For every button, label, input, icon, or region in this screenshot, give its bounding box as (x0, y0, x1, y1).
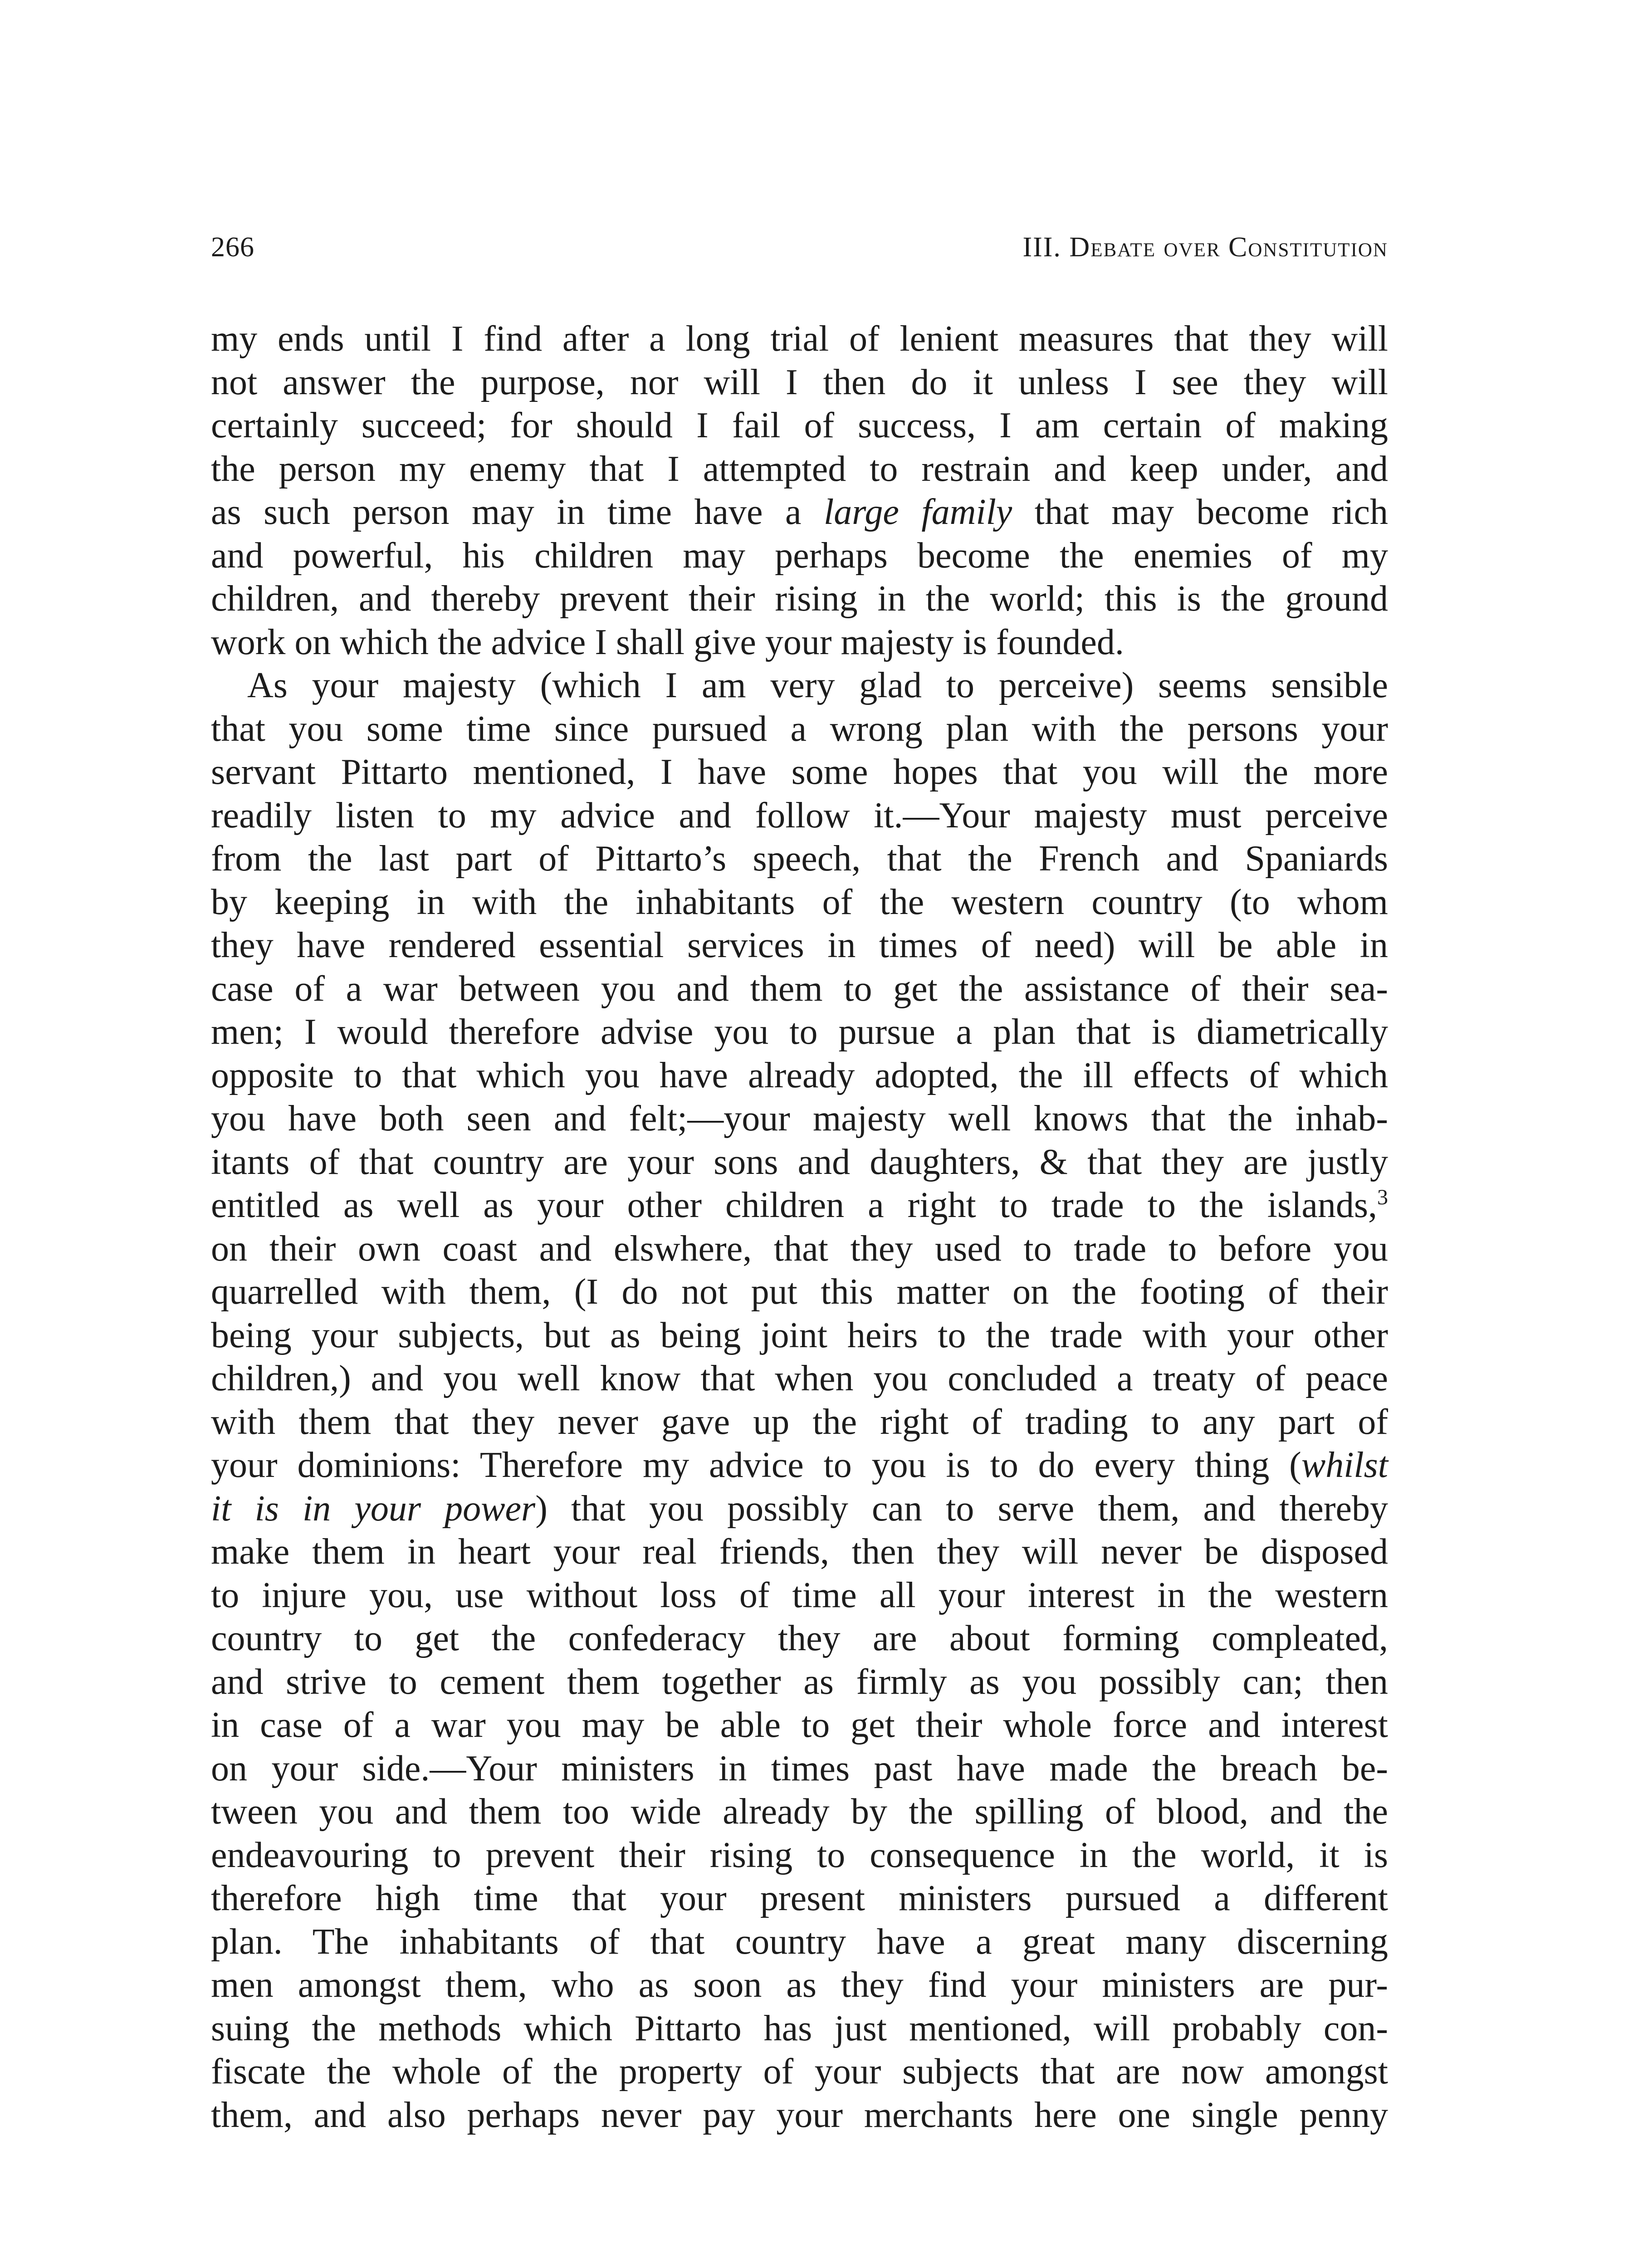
footnote-marker: 3 (1377, 1185, 1388, 1209)
text-line (211, 1921, 1388, 1964)
text-segment: entitled as well as your other children a right to trade to the islands, (211, 1185, 1377, 1225)
text-line (211, 2094, 1388, 2137)
page-number: 266 (211, 232, 254, 263)
text-line (211, 318, 1388, 361)
text-segment: with them that they never gave up the right of trading to any part of (211, 1402, 1388, 1442)
text-line (211, 534, 1388, 578)
text-line (211, 1011, 1388, 1054)
text-line (211, 1574, 1388, 1618)
text-segment: fiscate the whole of the property of your subjects that are now amongst (211, 2052, 1388, 2092)
text-segment: your dominions: Therefore my advice to you is to do every thing ( (211, 1445, 1301, 1485)
text-segment: suing the methods which Pittarto has just mentioned, will probably con- (211, 2008, 1388, 2048)
text-segment: them, and also perhaps never pay your merchants here one single penny (211, 2095, 1388, 2135)
text-segment: not answer the purpose, nor will I then do it unless I see they will (211, 362, 1388, 402)
text-segment: tween you and them too wide already by the spilling of blood, and the (211, 1792, 1388, 1832)
text-line (211, 1964, 1388, 2007)
text-line (211, 1530, 1388, 1574)
text-line (211, 1877, 1388, 1921)
text-line (211, 1834, 1388, 1877)
text-line (211, 1487, 1388, 1531)
text-line (211, 924, 1388, 968)
text-segment: the person my enemy that I attempted to restrain and keep under, and (211, 449, 1388, 489)
text-segment: children, and thereby prevent their rising in the world; this is the ground (211, 579, 1388, 619)
text-segment: my ends until I find after a long trial of lenient measures that they will (211, 319, 1388, 359)
text-segment: by keeping in with the inhabitants of the western country (to whom (211, 882, 1388, 922)
text-line (211, 751, 1388, 794)
text-line (211, 1747, 1388, 1791)
text-segment: therefore high time that your present ministers pursued a different (211, 1878, 1388, 1918)
text-segment: plan. The inhabitants of that country have a great many discerning (211, 1921, 1388, 1962)
paragraph (211, 318, 1388, 664)
text-line (211, 491, 1388, 534)
text-segment: they have rendered essential services in times of need) will be able in (211, 925, 1388, 965)
text-line (211, 794, 1388, 838)
text-segment: case of a war between you and them to get the assistance of their sea- (211, 968, 1388, 1009)
text-segment: that may become rich (1012, 492, 1389, 532)
text-segment: men; I would therefore advise you to pursue a plan that is diametrically (211, 1012, 1388, 1052)
text-segment: in case of a war you may be able to get their whole force and interest (211, 1705, 1388, 1745)
text-line (211, 1054, 1388, 1098)
text-segment: itants of that country are your sons and daughters, & that they are justly (211, 1142, 1388, 1182)
text-segment: children,) and you well know that when you concluded a treaty of peace (211, 1359, 1388, 1398)
body-text (211, 318, 1388, 2177)
text-line (211, 1314, 1388, 1358)
paragraph (211, 664, 1388, 2137)
text-segment: to injure you, use without loss of time all your interest in the western (211, 1575, 1388, 1615)
text-segment: As your majesty (which I am very glad to perceive) seems sensible (247, 665, 1388, 705)
text-line (211, 1184, 1388, 1227)
text-segment: that you some time since pursued a wrong plan with the persons your (211, 709, 1388, 749)
text-line (211, 708, 1388, 751)
text-line (211, 448, 1388, 491)
text-line (211, 1357, 1388, 1401)
text-segment: from the last part of Pittarto’s speech, that the French and Spaniards (211, 839, 1388, 879)
text-line (211, 1271, 1388, 1314)
text-line (211, 968, 1388, 1011)
text-line (211, 1227, 1388, 1271)
running-head (211, 229, 1388, 265)
text-segment: and powerful, his children may perhaps become the enemies of my (211, 535, 1388, 576)
text-segment: on their own coast and elswhere, that they used to trade to before you (211, 1228, 1388, 1269)
text-line (211, 404, 1388, 448)
text-line (211, 881, 1388, 924)
text-line (211, 2007, 1388, 2051)
text-segment: country to get the confederacy they are about forming compleated, (211, 1618, 1388, 1658)
text-line (211, 1661, 1388, 1704)
text-segment: as such person may in time have a (211, 492, 824, 532)
text-segment: make them in heart your real friends, then they will never be disposed (211, 1532, 1388, 1572)
text-line (211, 1401, 1388, 1444)
text-line (211, 1444, 1388, 1487)
text-segment: and strive to cement them together as firmly as you possibly can; then (211, 1662, 1388, 1702)
italic-text: it is in your power (211, 1488, 536, 1529)
text-line (211, 837, 1388, 881)
section-title: III. Debate over Constitution (1022, 232, 1388, 263)
text-line (211, 2050, 1388, 2094)
text-line (211, 1141, 1388, 1184)
text-line (211, 577, 1388, 621)
text-segment: men amongst them, who as soon as they find your ministers are pur- (211, 1965, 1388, 2005)
text-segment: ) that you possibly can to serve them, and thereby (535, 1488, 1389, 1529)
text-line (211, 1790, 1388, 1834)
text-line (211, 621, 1388, 665)
text-segment: work on which the advice I shall give your majesty is founded. (211, 622, 1124, 662)
text-segment: endeavouring to prevent their rising to consequence in the world, it is (211, 1835, 1388, 1875)
text-segment: readily listen to my advice and follow it.—Your majesty must perceive (211, 795, 1388, 836)
text-segment: certainly succeed; for should I fail of success, I am certain of making (211, 406, 1388, 445)
text-line (211, 1704, 1388, 1747)
text-segment: you have both seen and felt;—your majesty well knows that the inhab- (211, 1099, 1388, 1139)
text-line (211, 664, 1388, 708)
text-segment: being your subjects, but as being joint heirs to the trade with your other (211, 1315, 1388, 1355)
text-segment: servant Pittarto mentioned, I have some hopes that you will the more (211, 752, 1388, 792)
text-line (211, 361, 1388, 405)
italic-text: large family (823, 492, 1012, 532)
text-line (211, 1097, 1388, 1141)
text-segment: on your side.—Your ministers in times past have made the breach be- (211, 1748, 1388, 1789)
text-segment: quarrelled with them, (I do not put this matter on the footing of their (211, 1272, 1388, 1312)
text-line (211, 1617, 1388, 1661)
text-segment: opposite to that which you have already adopted, the ill effects of which (211, 1055, 1388, 1095)
italic-text: whilst (1301, 1445, 1388, 1485)
